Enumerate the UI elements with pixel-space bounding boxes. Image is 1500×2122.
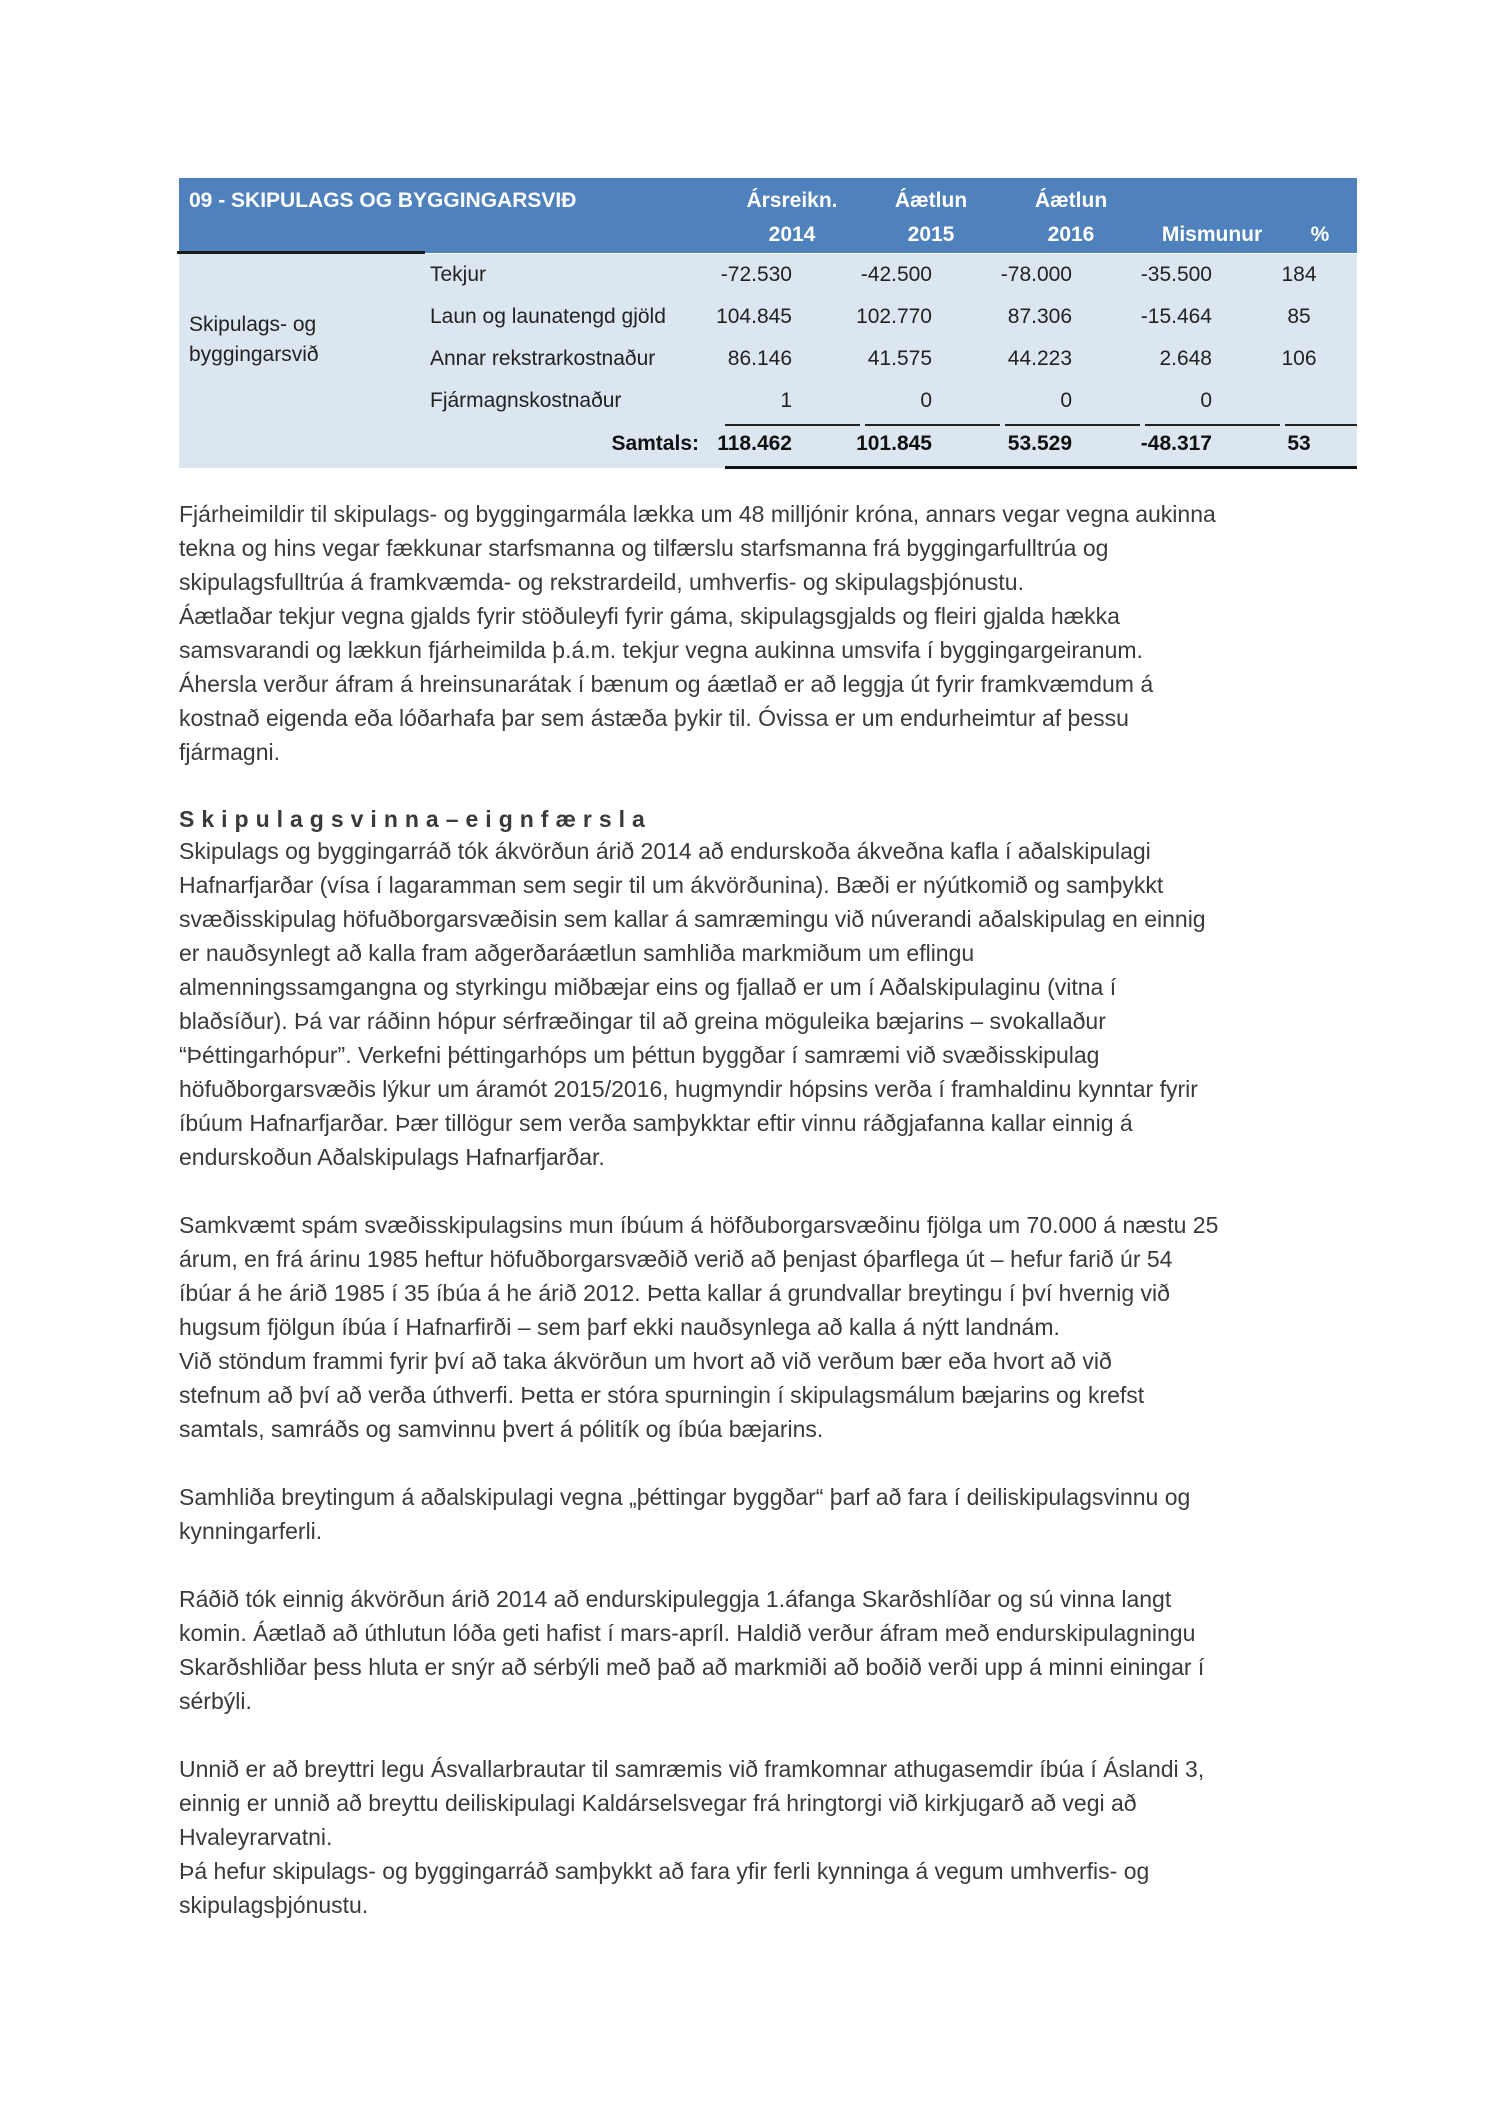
total-percent: 53: [1287, 432, 1311, 455]
total-rule: [725, 466, 1357, 469]
row-label: Fjármagnskostnaður: [430, 389, 622, 412]
text-line: almenningssamgangna og styrkingu miðbæjar eins og fjallað er um í Aðalskipulaginu (vitna í: [179, 974, 1117, 1000]
text-line: Áætlaðar tekjur vegna gjalds fyrir stöðuleyfi fyrir gáma, skipulagsgjalds og fleiri gjalda hækka: [179, 603, 1120, 629]
text-line: Skarðshliðar þess hluta er snýr að sérbýli með það að markmiði að boðið verði upp á minni einingar í: [179, 1654, 1205, 1680]
text-line: Við stöndum frammi fyrir því að taka ákvörðun um hvort að við verðum bær eða hvort að við: [179, 1348, 1112, 1374]
text-line: sérbýli.: [179, 1688, 252, 1714]
col-header-line1: Áætlun: [1034, 189, 1108, 212]
text-line: skipulagsþjónustu.: [179, 1892, 369, 1918]
row-label: Annar rekstrarkostnaður: [430, 347, 656, 370]
col-header-line2: 2015: [907, 223, 955, 246]
col-header-line2: 2014: [768, 223, 816, 246]
cell-2014: -72.530: [720, 263, 792, 286]
cell-2016: -78.000: [1000, 263, 1072, 286]
cell-2015: 0: [920, 389, 932, 412]
subtotal-rule: [1145, 424, 1280, 426]
subtotal-rule: [1005, 424, 1140, 426]
text-line: komin. Áætlað að úthlutun lóða geti hafist í mars-apríl. Haldið verður áfram með endurskipulagningu: [179, 1620, 1196, 1646]
text-line: Samhliða breytingum á aðalskipulagi vegna „þéttingar byggðar“ þarf að fara í deiliskipulagsvinnu og: [179, 1484, 1191, 1510]
text-line: stefnum að því að verða úthverfi. Þetta er stóra spurningin í skipulagsmálum bæjarins og krefst: [179, 1382, 1145, 1408]
table-title: 09 - SKIPULAGS OG BYGGINGARSVIÐ: [189, 189, 577, 212]
text-line: fjármagni.: [179, 739, 280, 765]
text-line: tekna og hins vegar fækkunar starfsmanna og tilfærslu starfsmanna frá byggingarfulltrúa og: [179, 535, 1109, 561]
cell-percent: 184: [1281, 263, 1317, 286]
group-label: byggingarsvið: [189, 343, 319, 366]
text-line: samsvarandi og lækkun fjárheimilda þ.á.m. tekjur vegna aukinna umsvifa í byggingargeiranum.: [179, 637, 1143, 663]
total-2016: 53.529: [1007, 432, 1072, 455]
text-line: Þá hefur skipulags- og byggingarráð samþykkt að fara yfir ferli kynninga á vegum umhverfis- og: [179, 1858, 1150, 1884]
col-header-mismunur: Mismunur: [1161, 223, 1263, 246]
col-header-line2: 2016: [1047, 223, 1095, 246]
text-line: Ráðið tók einnig ákvörðun árið 2014 að endurskipuleggja 1.áfanga Skarðshlíðar og sú vinna langt: [179, 1586, 1172, 1612]
text-line: er nauðsynlegt að kalla fram aðgerðaráætlun samhliða markmiðum um eflingu: [179, 940, 975, 966]
paragraph-densification: [179, 1480, 1359, 1548]
cell-2015: 41.575: [867, 347, 932, 370]
text-line: kynningarferli.: [179, 1518, 323, 1544]
cell-mismunur: -15.464: [1140, 305, 1212, 328]
paragraph-skardshlid: [179, 1582, 1359, 1718]
text-line: blaðsíður). Þá var ráðinn hópur sérfræðingar til að greina möguleika bæjarins – svokallaður: [179, 1008, 1106, 1034]
col-header-line1: Áætlun: [894, 189, 968, 212]
text-line: árum, en frá árinu 1985 heftur höfuðborgarsvæðið verið að þenjast óþarflega út – hefur farið úr 54: [179, 1246, 1173, 1272]
paragraph-budget-summary: [179, 497, 1359, 769]
paragraph-planning-work: [179, 834, 1359, 1174]
budget-table: [179, 178, 1357, 468]
text-line: endurskoðun Aðalskipulags Hafnarfjarðar.: [179, 1144, 605, 1170]
cell-2014: 1: [780, 389, 792, 412]
text-line: kostnað eigenda eða lóðarhafa þar sem ástæða þykir til. Óvissa er um endurheimtur af þessu: [179, 705, 1129, 731]
cell-mismunur: 2.648: [1159, 347, 1212, 370]
row-label: Tekjur: [430, 263, 487, 286]
subtotal-rule: [865, 424, 1000, 426]
section-heading: Skipulagsvinna–eignfærsla: [179, 806, 652, 832]
text-line: Samkvæmt spám svæðisskipulagsins mun íbúum á höfðuborgarsvæðinu fjölga um 70.000 á næstu 25: [179, 1212, 1219, 1238]
cell-2016: 87.306: [1007, 305, 1072, 328]
cell-2016: 0: [1060, 389, 1072, 412]
text-line: skipulagsfulltrúa á framkvæmda- og rekstrardeild, umhverfis- og skipulagsþjónustu.: [179, 569, 1024, 595]
subtotal-rule: [725, 424, 860, 426]
text-line: Áhersla verður áfram á hreinsunarátak í bænum og áætlað er að leggja út fyrir framkvæmdum á: [179, 671, 1154, 697]
total-2015: 101.845: [856, 432, 932, 455]
text-line: einnig er unnið að breyttu deiliskipulagi Kaldárselsvegar frá hringtorgi við kirkjugarð að vegi að: [179, 1790, 1137, 1816]
text-line: íbúum Hafnarfjarðar. Þær tillögur sem verða samþykktar eftir vinnu ráðgjafanna kallar einnig á: [179, 1110, 1133, 1136]
cell-percent: 85: [1287, 305, 1311, 328]
text-line: hugsum fjölgun íbúa í Hafnarfirði – sem þarf ekki nauðsynlega að kalla á nýtt landnám.: [179, 1314, 1060, 1340]
text-line: höfuðborgarsvæðis lýkur um áramót 2015/2016, hugmyndir hópsins verða í framhaldinu kynntar fyrir: [179, 1076, 1198, 1102]
col-header-percent: %: [1310, 223, 1330, 246]
cell-2015: 102.770: [856, 305, 932, 328]
text-line: Fjárheimildir til skipulags- og byggingarmála lækka um 48 milljónir króna, annars vegar vegna aukinna: [179, 501, 1216, 527]
cell-percent: 106: [1281, 347, 1317, 370]
text-line: Hvaleyrarvatni.: [179, 1824, 333, 1850]
total-label: Samtals:: [611, 432, 699, 455]
col-header-line1: Ársreikn.: [746, 189, 838, 212]
cell-2015: -42.500: [860, 263, 932, 286]
text-line: Hafnarfjarðar (vísa í lagaramman sem segir til um ákvörðunina). Bæði er nýútkomið og samþykkt: [179, 872, 1164, 898]
cell-mismunur: -35.500: [1140, 263, 1212, 286]
text-line: svæðisskipulag höfuðborgarsvæðisin sem kallar á samræmingu við núverandi aðalskipulag en einnig: [179, 906, 1206, 932]
total-mismunur: -48.317: [1140, 432, 1212, 455]
text-line: Skipulags og byggingarráð tók ákvörðun árið 2014 að endurskoða ákveðna kafla í aðalskipulagi: [179, 838, 1151, 864]
total-2014: 118.462: [717, 432, 792, 455]
cell-2014: 86.146: [727, 347, 792, 370]
text-line: samtals, samráðs og samvinnu þvert á pólitík og íbúa bæjarins.: [179, 1416, 824, 1442]
cell-2014: 104.845: [716, 305, 792, 328]
paragraph-asvallarbraut: [179, 1752, 1359, 1922]
cell-2016: 44.223: [1007, 347, 1072, 370]
cell-mismunur: 0: [1200, 389, 1212, 412]
text-line: íbúar á he árið 1985 í 35 íbúa á he árið 2012. Þetta kallar á grundvallar breytingu í því hvernig við: [179, 1280, 1170, 1306]
text-line: Unnið er að breyttri legu Ásvallarbrautar til samræmis við framkomnar athugasemdir íbúa í Áslandi 3,: [179, 1756, 1205, 1782]
row-label: Laun og launatengd gjöld: [430, 305, 666, 328]
group-label: Skipulags- og: [189, 313, 317, 336]
paragraph-population-forecast: [179, 1208, 1359, 1446]
text-line: “Þéttingarhópur”. Verkefni þéttingarhóps um þéttun byggðar í samræmi við svæðisskipulag: [179, 1042, 1100, 1068]
subtotal-rule: [1285, 424, 1357, 426]
